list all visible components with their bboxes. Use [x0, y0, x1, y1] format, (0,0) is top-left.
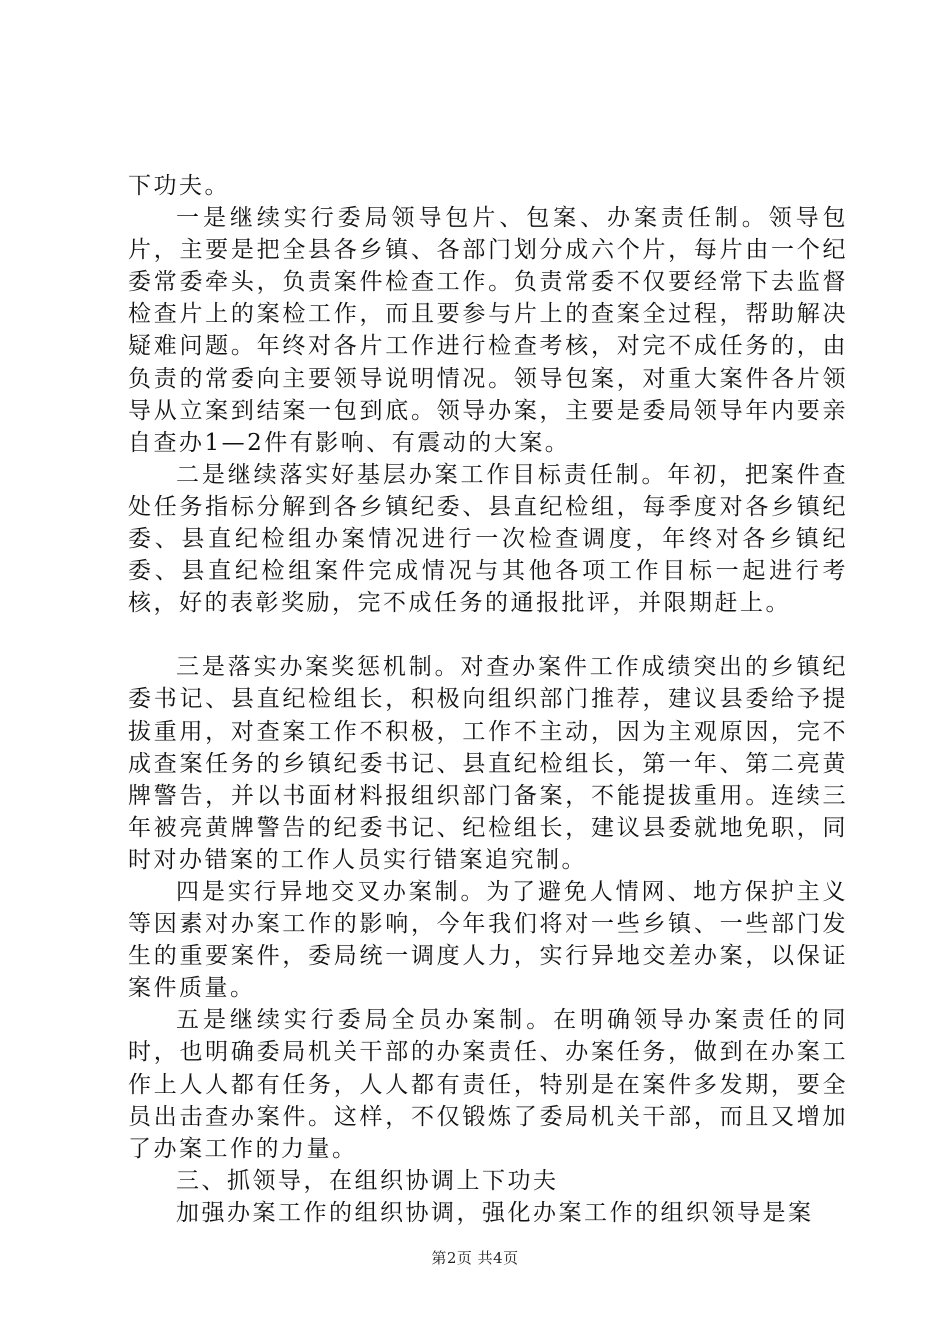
- section-heading: 三、抓领导，在组织协调上下功夫: [176, 1167, 559, 1194]
- paragraph-item-3: 三是落实办案奖惩机制。对查办案件工作成绩突出的乡镇纪委书记、县直纪检组长，积极向组织部门推荐，建议县委给予提拔重用，对查案工作不积极，工作不主动，因为主观原因，完不成查案任务的乡镇纪委书记、县直纪检组长，第一年、第二亮黄牌警告，并以书面材料报组织部门备案，不能提拔重用。连续三年被亮黄牌警告的纪委书记、纪检组长，建议县委就地免职，同时对办错案的工作人员实行错案追究制。: [128, 654, 848, 873]
- paragraph-item-1: 一是继续实行委局领导包片、包案、办案责任制。领导包片，主要是把全县各乡镇、各部门划分成六个片，每片由一个纪委常委牵头，负责案件检查工作。负责常委不仅要经常下去监督检查片上的案检工作，而且要参与片上的查案全过程，帮助解决疑难问题。年终对各片工作进行检查考核，对完不成任务的，由负责的常委向主要领导说明情况。领导包案，对重大案件各片领导从立案到结案一包到底。领导办案，主要是委局领导年内要亲自查办1—2件有影响、有震动的大案。: [128, 205, 848, 456]
- paragraph-continuation: 下功夫。: [128, 173, 230, 199]
- paragraph-last: 加强办案工作的组织协调，强化办案工作的组织领导是案: [176, 1199, 814, 1226]
- page-number-footer: 第2页 共4页: [431, 1249, 519, 1267]
- paragraph-item-2: 二是继续落实好基层办案工作目标责任制。年初，把案件查处任务指标分解到各乡镇纪委、县直纪检组，每季度对各乡镇纪委、县直纪检组办案情况进行一次检查调度，年终对各乡镇纪委、县直纪检组案件完成情况与其他各项工作目标一起进行考核，好的表彰奖励，完不成任务的通报批评，并限期赶上。: [128, 461, 848, 617]
- paragraph-item-5: 五是继续实行委局全员办案制。在明确领导办案责任的同时，也明确委局机关干部的办案责任、办案任务，做到在办案工作上人人都有任务，人人都有责任，特别是在案件多发期，要全员出击查办案件。这样，不仅锻炼了委局机关干部，而且又增加了办案工作的力量。: [128, 1007, 848, 1162]
- paragraph-item-4: 四是实行异地交叉办案制。为了避免人情网、地方保护主义等因素对办案工作的影响，今年我们将对一些乡镇、一些部门发生的重要案件，委局统一调度人力，实行异地交差办案，以保证案件质量。: [128, 878, 848, 1002]
- document-body: [128, 170, 848, 1229]
